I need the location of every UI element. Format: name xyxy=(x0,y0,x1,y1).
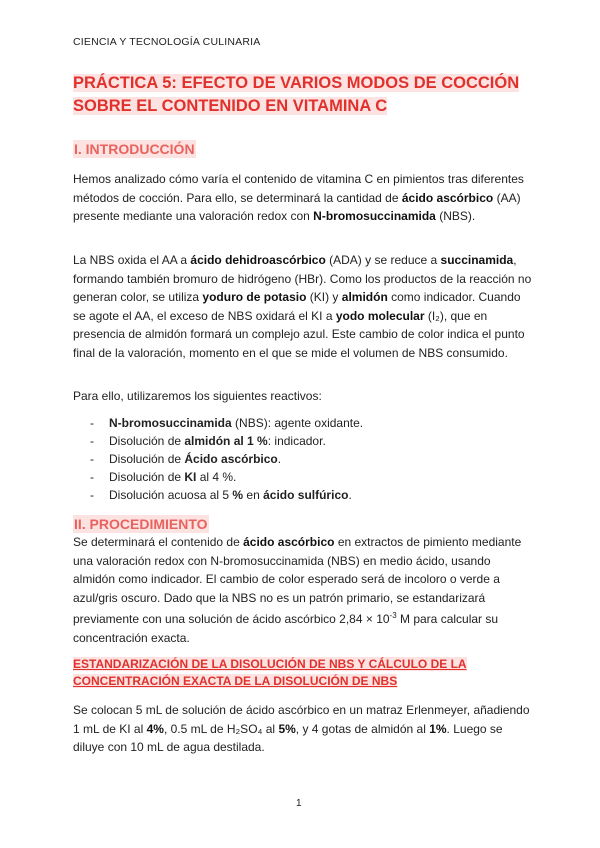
section-heading-procedimiento xyxy=(73,516,209,532)
bold-term: almidón xyxy=(341,290,388,305)
text: Disolución acuosa al 5 xyxy=(109,488,233,502)
title-line-1: PRÁCTICA 5: EFECTO DE VARIOS MODOS DE COCCIÓN xyxy=(73,74,520,92)
text: en xyxy=(243,488,264,502)
text: Disolución de xyxy=(109,452,185,466)
title-line-2: SOBRE EL CONTENIDO EN VITAMINA C xyxy=(73,97,388,115)
text: Disolución de xyxy=(109,470,185,484)
text: Hemos analizado cómo varía el contenido de vitamina C en pimientos tras diferentes métodos de cocción. Para ello, se determinará la cantidad de xyxy=(73,172,524,205)
running-header: CIENCIA Y TECNOLOGÍA CULINARIA xyxy=(73,36,261,48)
text: . Luego se diluye con 10 mL de agua destilada. xyxy=(73,721,503,755)
text: , 0.5 mL de H₂SO₄ al xyxy=(163,721,279,736)
list-item xyxy=(73,414,363,432)
text: como indicador. Cuando se agote el AA, el exceso de NBS oxidará el KI a xyxy=(73,290,521,323)
text: al 4 %. xyxy=(196,470,237,484)
text: . xyxy=(348,488,352,502)
text: Se colocan 5 mL de solución de ácido ascórbico en un matraz Erlenmeyer, añadiendo 1 mL de KI al xyxy=(73,703,530,736)
list-item xyxy=(73,486,363,504)
text: : indicador. xyxy=(267,434,326,448)
section-heading-text: I. INTRODUCCIÓN xyxy=(74,141,195,157)
exponent: -3 xyxy=(389,611,397,621)
reagent-list xyxy=(73,414,363,504)
text: , formando también bromuro de hidrógeno (HBr). Como los productos de la reacción no generan color, se utiliza xyxy=(73,253,532,305)
bold-term: N-bromosuccinamida xyxy=(109,416,232,430)
text: (NBS). xyxy=(435,209,476,224)
bold-term: 4% xyxy=(146,721,164,736)
bold-term: ácido ascórbico xyxy=(243,535,335,549)
text: Disolución de xyxy=(109,434,185,448)
intro-paragraph-1 xyxy=(73,170,535,226)
text: (ADA) y se reduce a xyxy=(325,253,441,267)
text: . xyxy=(277,452,282,466)
bold-term: 1% xyxy=(429,721,447,736)
bold-term: yodo molecular xyxy=(335,308,425,323)
bold-term: % xyxy=(232,488,244,502)
text: (I₂), que en presencia de almidón formará un complejo azul. Este cambio de color indica el punto final de la valoración, momento en el que se mide el volumen de NBS consumido. xyxy=(73,308,525,360)
text: (KI) y xyxy=(306,290,342,305)
bold-term: ácido sulfúrico xyxy=(263,488,349,502)
intro-paragraph-2 xyxy=(73,251,535,363)
bold-term: N-bromosuccinamida xyxy=(313,209,436,224)
text: Se determinará el contenido de xyxy=(73,535,244,549)
section-heading-introduccion xyxy=(73,141,196,157)
section-heading-text: II. PROCEDIMIENTO xyxy=(74,516,208,532)
text: La NBS oxida el AA a xyxy=(73,253,191,267)
list-item xyxy=(73,432,363,450)
standardization-paragraph xyxy=(73,701,535,757)
procedure-paragraph xyxy=(73,533,535,648)
page-number: 1 xyxy=(296,798,302,809)
bold-term: almidón al 1 % xyxy=(184,434,268,448)
document-title xyxy=(73,72,543,118)
text: M para calcular su concentración exacta. xyxy=(73,612,499,645)
list-item xyxy=(73,468,363,486)
bold-term: 5% xyxy=(278,721,296,736)
list-item xyxy=(73,450,363,468)
bold-term: yoduro de potasio xyxy=(202,290,307,305)
bold-term: succinamida xyxy=(440,253,514,267)
bold-term: ácido ascórbico xyxy=(401,190,494,205)
text: (NBS): agente oxidante. xyxy=(231,416,364,430)
subsection-line-1: ESTANDARIZACIÓN DE LA DISOLUCIÓN DE NBS Y CÁLCULO DE LA xyxy=(73,657,467,671)
text: , y 4 gotas de almidón al xyxy=(295,721,430,736)
bold-term: ácido dehidroascórbico xyxy=(190,253,326,267)
intro-paragraph-3: Para ello, utilizaremos los siguientes reactivos: xyxy=(73,389,322,403)
text: (AA) presente mediante una valoración redox con xyxy=(73,190,521,224)
text: en extractos de pimiento mediante una valoración redox con N-bromosuccinamida (NBS) en medio ácido, usando almidón como indicador. El cambio de color esperado será de incoloro o verde a azul/gris oscuro. Dado que la NBS no es un patrón primario, se estandarizará previamente con una solución de ácido ascórbico 2,84 × 10 xyxy=(73,535,522,627)
subsection-line-2: CONCENTRACIÓN EXACTA DE LA DISOLUCIÓN DE NBS xyxy=(73,674,398,688)
bold-term: Ácido ascórbico xyxy=(184,452,278,466)
subsection-heading-estandarizacion xyxy=(73,656,543,690)
bold-term: KI xyxy=(184,470,197,484)
